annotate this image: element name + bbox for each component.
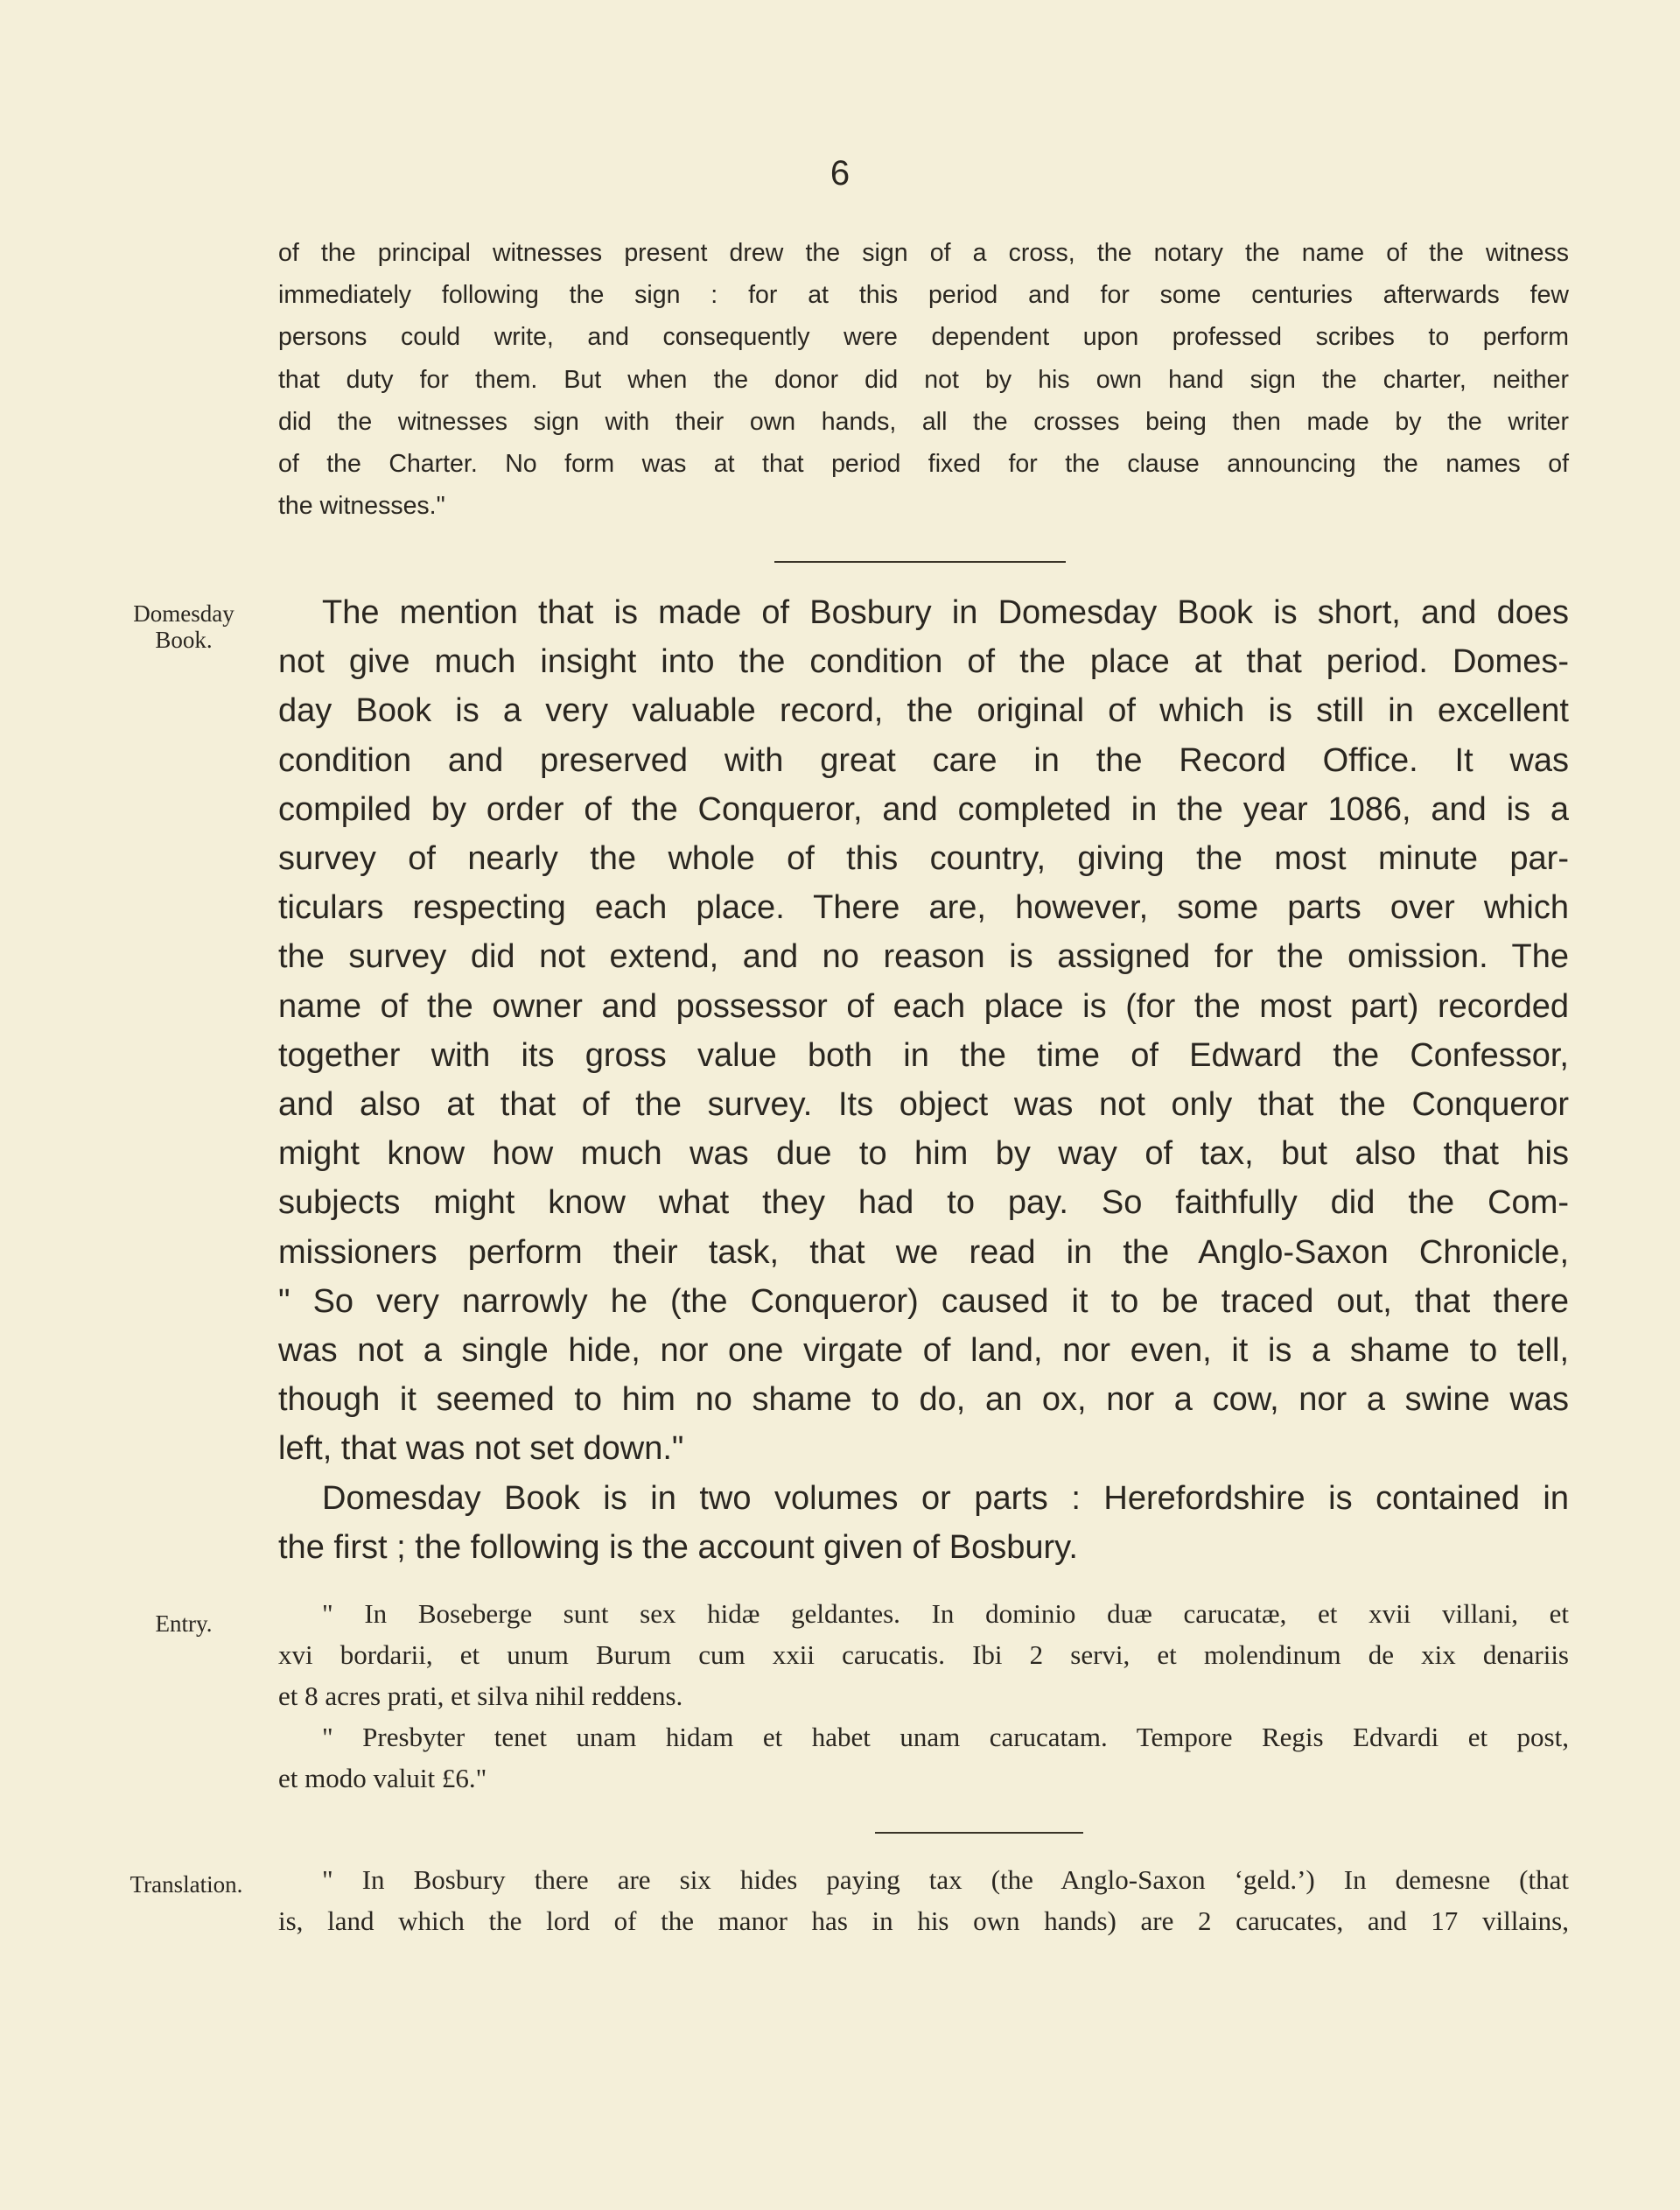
text-line: though it seemed to him no shame to do, an ox, nor a cow, nor a swine was: [278, 1381, 1569, 1419]
text-line: that duty for them. But when the donor did not by his own hand sign the charter, neither: [278, 365, 1569, 394]
text-line: immediately following the sign : for at this period and for some centuries afterwards few: [278, 281, 1569, 310]
text-line: name of the owner and possessor of each place is (for the most part) recorded: [278, 987, 1569, 1025]
text-line: the survey did not extend, and no reason is assigned for the omission. The: [278, 938, 1569, 976]
text-line: condition and preserved with great care in the Record Office. It was: [278, 741, 1569, 779]
text-line: survey of nearly the whole of this country, giving the most minute par-: [278, 840, 1569, 878]
text-line: of the principal witnesses present drew the sign of a cross, the notary the name of the witness: [278, 239, 1569, 267]
top-paragraph: [278, 232, 1569, 527]
page-number: 6: [830, 154, 850, 193]
text-line: ticulars respecting each place. There are, however, some parts over which: [278, 889, 1569, 927]
text-line: together with its gross value both in the time of Edward the Confessor,: [278, 1036, 1569, 1074]
text-line: day Book is a very valuable record, the original of which is still in excellent: [278, 692, 1569, 730]
text-line: " Presbyter tenet unam hidam et habet unam carucatam. Tempore Regis Edvardi et post,: [322, 1722, 1569, 1752]
entry-section: [278, 1593, 1569, 1799]
text-line: did the witnesses sign with their own hands, all the crosses being then made by the writer: [278, 407, 1569, 436]
text-line: the first ; the following is the account given of Bosbury.: [278, 1528, 1078, 1566]
text-line: is, land which the lord of the manor has in his own hands) are 2 carucates, and 17 villains,: [278, 1905, 1569, 1936]
section-divider: [774, 561, 1066, 563]
text-line: missioners perform their task, that we read in the Anglo-Saxon Chronicle,: [278, 1233, 1569, 1271]
text-line: " In Boseberge sunt sex hidæ geldantes. In dominio duæ carucatæ, et xvii villani, et: [322, 1598, 1569, 1629]
text-line: xvi bordarii, et unum Burum cum xxii carucatis. Ibi 2 servi, et molendinum de xix denariis: [278, 1639, 1569, 1670]
domesday-section: [278, 588, 1569, 1572]
section-divider: [875, 1832, 1083, 1834]
translation-section: [278, 1859, 1569, 1941]
text-line: compiled by order of the Conqueror, and completed in the year 1086, and is a: [278, 790, 1569, 828]
text-line: and also at that of the survey. Its object was not only that the Conqueror: [278, 1086, 1569, 1124]
entry-paragraph-2: [278, 1716, 1569, 1799]
text-line: et 8 acres prati, et silva nihil reddens.: [278, 1680, 683, 1711]
text-line: et modo valuit £6.": [278, 1763, 487, 1793]
text-line: persons could write, and consequently were dependent upon professed scribes to perform: [278, 323, 1569, 352]
text-line: of the Charter. No form was at that period fixed for the clause announcing the names of: [278, 450, 1569, 479]
text-line: Domesday Book is in two volumes or parts : Herefordshire is contained in: [322, 1479, 1569, 1517]
text-line: " In Bosbury there are six hides paying tax (the Anglo-Saxon ‘geld.’) In demesne (that: [322, 1864, 1569, 1895]
text-line: left, that was not set down.": [278, 1430, 684, 1468]
text-line: might know how much was due to him by way of tax, but also that his: [278, 1135, 1569, 1173]
domesday-paragraph-2: [278, 1474, 1569, 1572]
domesday-paragraph-1: [278, 588, 1569, 1474]
text-line: The mention that is made of Bosbury in Domesday Book is short, and does: [322, 594, 1569, 631]
margin-note-entry: Entry.: [155, 1610, 213, 1637]
margin-note-translation: Translation.: [130, 1871, 243, 1898]
text-line: not give much insight into the condition of the place at that period. Domes-: [278, 643, 1569, 681]
text-line: was not a single hide, nor one virgate of land, nor even, it is a shame to tell,: [278, 1332, 1569, 1370]
text-line: " So very narrowly he (the Conqueror) caused it to be traced out, that there: [278, 1282, 1569, 1320]
entry-paragraph-1: [278, 1593, 1569, 1716]
text-line: subjects might know what they had to pay. So faithfully did the Com-: [278, 1184, 1569, 1222]
text-line: the witnesses.": [278, 492, 445, 521]
margin-note-domesday: Domesday Book.: [133, 600, 234, 653]
